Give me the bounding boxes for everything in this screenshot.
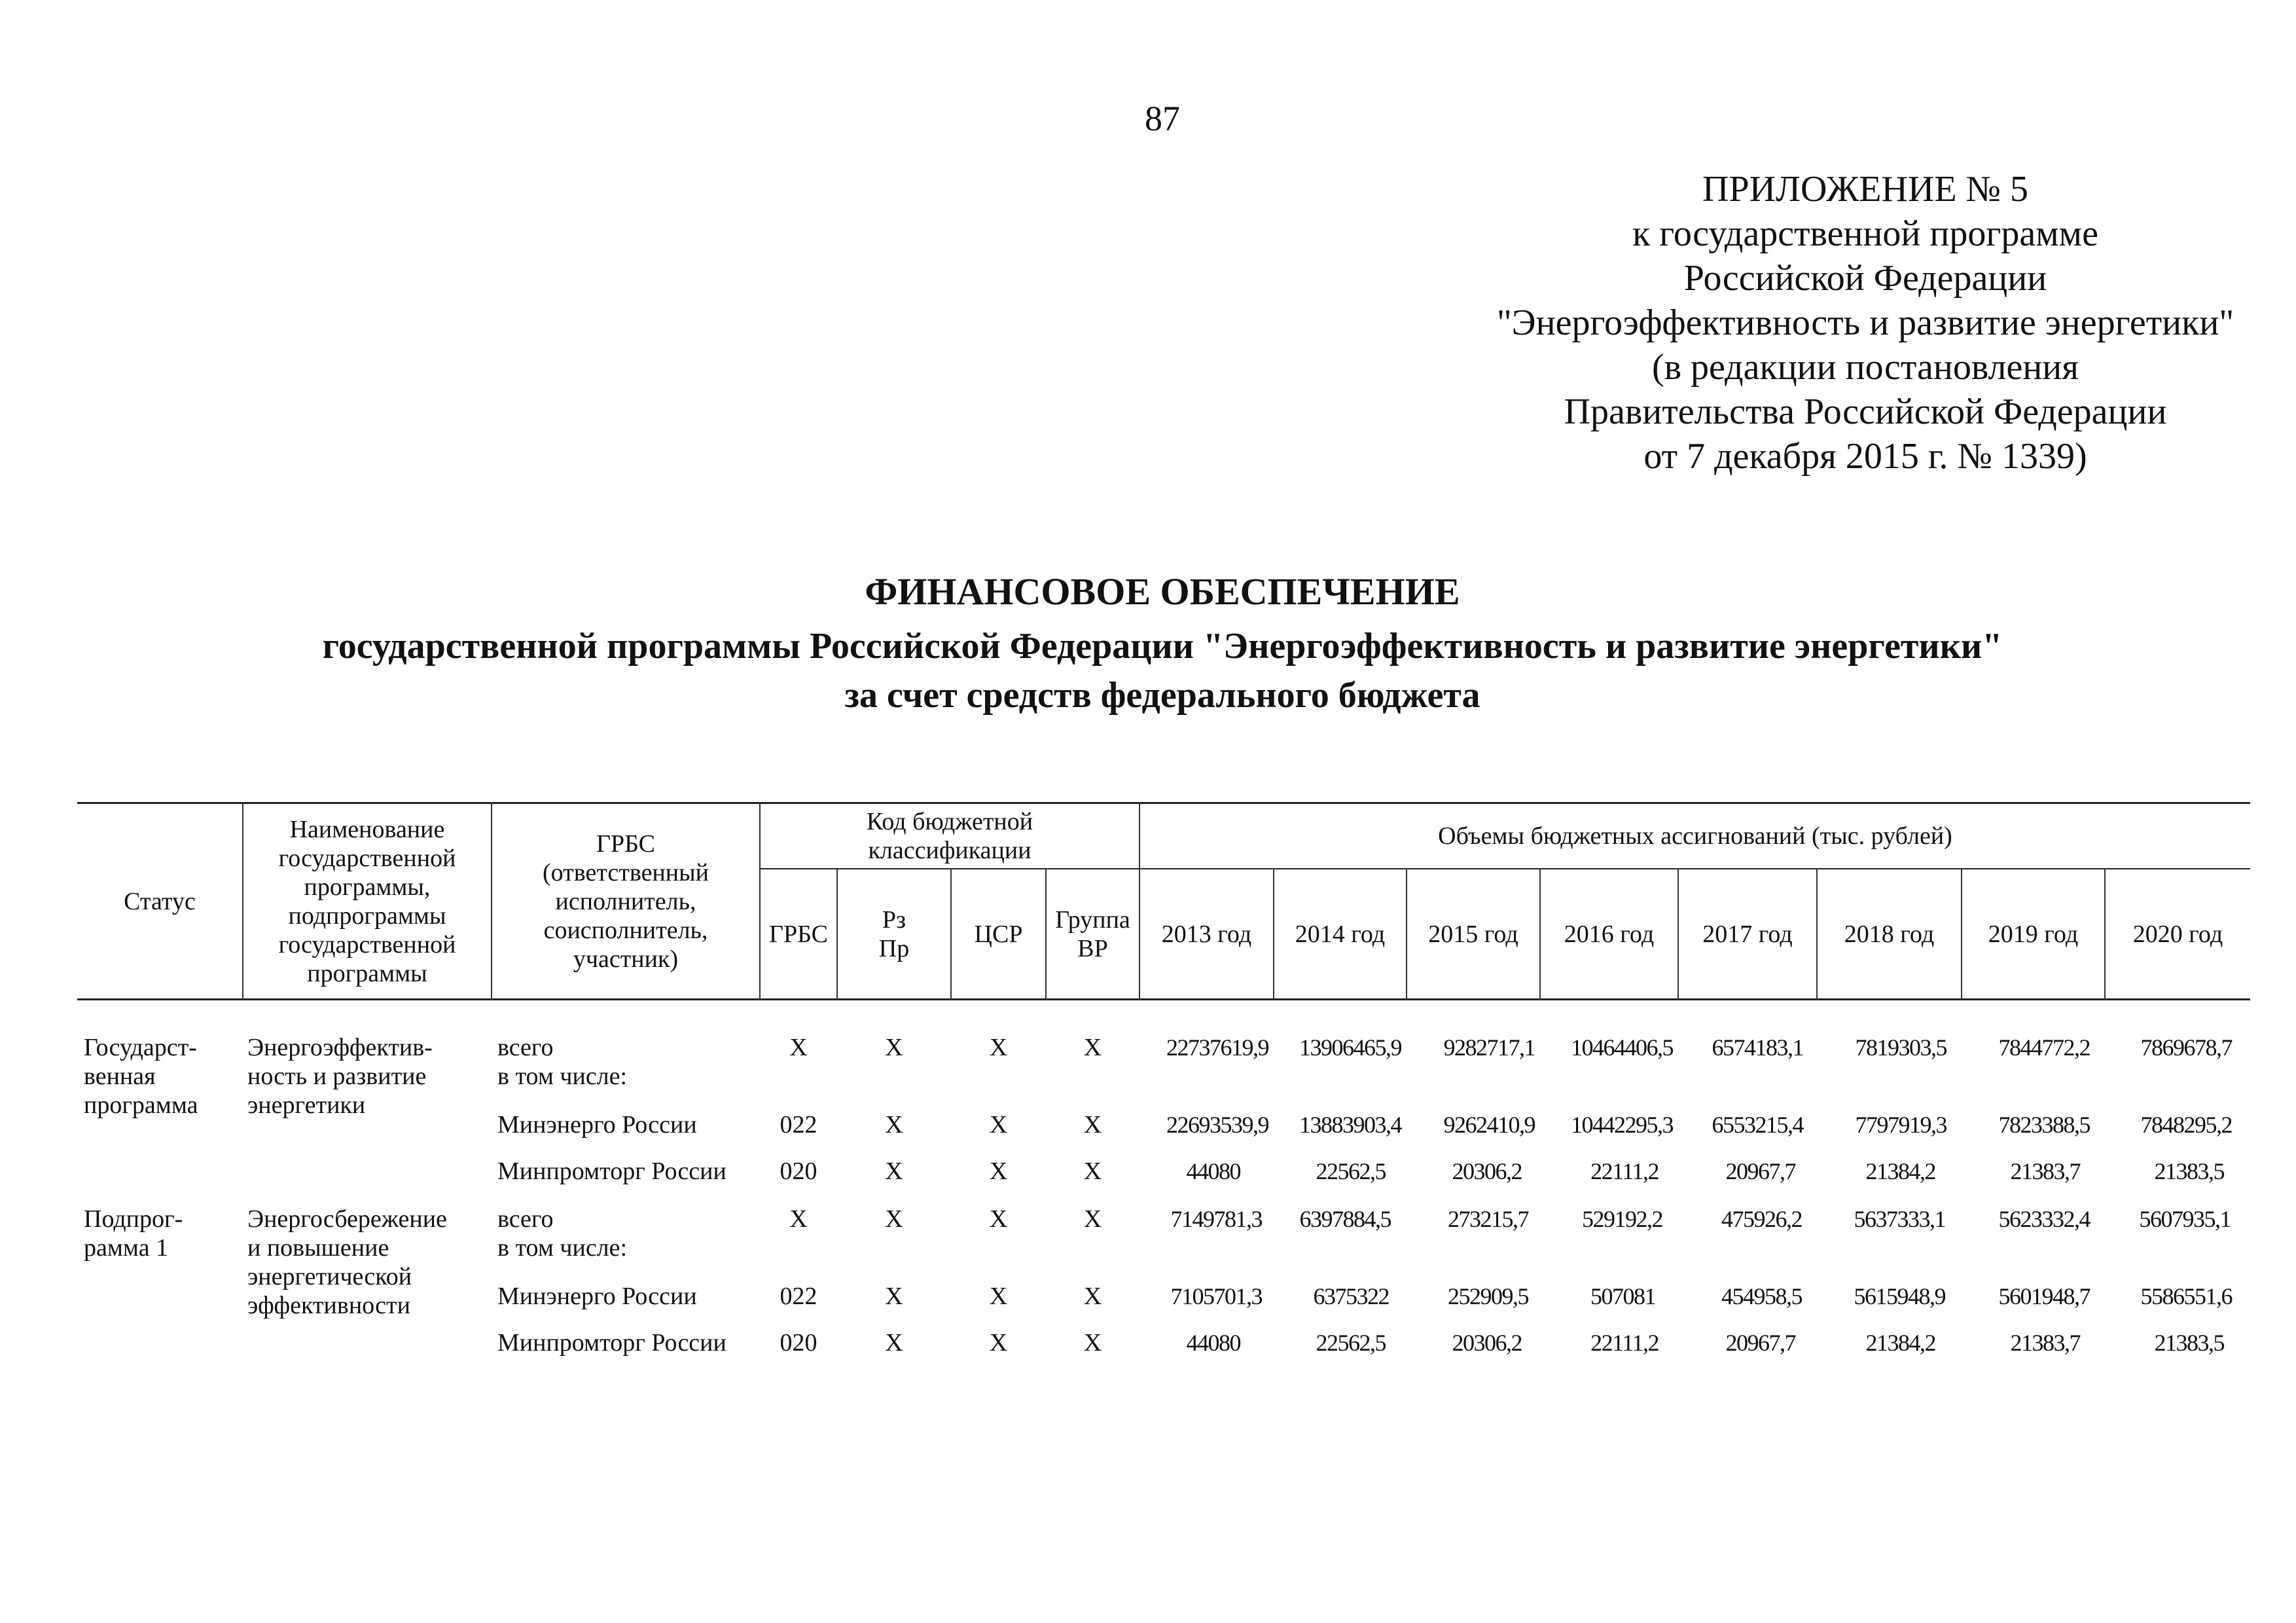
header-code-csr: ЦСР — [974, 920, 1023, 948]
header-year: 2018 год — [1844, 920, 1935, 948]
header-code-grbs: ГРБС — [768, 920, 828, 948]
cell-vr: X — [1083, 1158, 1102, 1185]
cell-value-2018: 21384,2 — [1865, 1158, 1935, 1184]
row-grbs-label: Минпромторг России — [497, 1329, 726, 1357]
header-code-vr: Группа ВР — [1055, 905, 1130, 962]
annex-line: от 7 декабря 2015 г. № 1339) — [1643, 436, 2087, 477]
cell-rzpr: X — [885, 1283, 903, 1310]
cell-value-2019: 5601948,7 — [1998, 1283, 2090, 1309]
annex-line: Правительства Российской Федерации — [1564, 392, 2167, 432]
document-subtitle: государственной программы Российской Федерации "Энергоэффективность и развитие энергетики" — [322, 626, 2003, 666]
cell-value-2018: 7819303,5 — [1855, 1034, 1946, 1061]
cell-value-2019: 7844772,2 — [1998, 1034, 2090, 1061]
cell-csr: X — [989, 1111, 1008, 1139]
cell-value-2018: 7797919,3 — [1855, 1112, 1946, 1138]
header-volumes: Объемы бюджетных ассигнований (тыс. рублей) — [1438, 822, 1952, 850]
cell-value-2016: 529192,2 — [1582, 1206, 1662, 1232]
cell-value-2017: 6553215,4 — [1712, 1112, 1803, 1138]
cell-rzpr: X — [885, 1205, 903, 1233]
cell-value-2016: 22111,2 — [1590, 1158, 1659, 1184]
cell-value-2020: 5607935,1 — [2139, 1206, 2231, 1232]
annex-line: Российской Федерации — [1683, 258, 2047, 299]
cell-rzpr: X — [885, 1158, 903, 1185]
cell-value-2014: 13906465,9 — [1299, 1034, 1401, 1061]
cell-vr: X — [1083, 1329, 1102, 1357]
cell-value-2018: 21384,2 — [1865, 1330, 1935, 1356]
cell-value-2013: 7105701,3 — [1170, 1283, 1262, 1309]
cell-csr: X — [989, 1283, 1008, 1310]
cell-value-2016: 10464406,5 — [1571, 1034, 1673, 1061]
cell-rzpr: X — [885, 1329, 903, 1357]
annex-block — [1388, 167, 2296, 479]
annex-line: (в редакции постановления — [1651, 347, 2079, 388]
row-program-name: Энергосбережение и повышение энергетической эффективности — [247, 1205, 447, 1319]
cell-value-2013: 22737619,9 — [1166, 1034, 1268, 1061]
cell-value-2017: 475926,2 — [1721, 1206, 1802, 1232]
table-header-bottom-rule — [77, 998, 2250, 1000]
cell-vr: X — [1083, 1034, 1102, 1061]
cell-value-2015: 9282717,1 — [1443, 1034, 1535, 1061]
cell-value-2020: 7869678,7 — [2140, 1034, 2232, 1061]
cell-grbs-code: X — [789, 1205, 808, 1233]
cell-value-2015: 20306,2 — [1452, 1158, 1522, 1184]
header-year: 2020 год — [2132, 920, 2223, 948]
header-program-name: Наименование государственной программы, подпрограммы государственной программы — [278, 815, 456, 987]
cell-grbs-code: X — [789, 1034, 808, 1061]
cell-value-2013: 7149781,3 — [1170, 1206, 1262, 1232]
row-status: Государст- венная программа — [84, 1034, 198, 1119]
cell-rzpr: X — [885, 1034, 903, 1061]
header-grbs: ГРБС (ответственный исполнитель, соисполнитель, участник) — [542, 830, 709, 973]
row-grbs-label: всего в том числе: — [497, 1034, 628, 1090]
header-year: 2013 год — [1161, 920, 1252, 948]
cell-value-2016: 507081 — [1590, 1283, 1655, 1309]
document-subtitle-2: за счет средств федерального бюджета — [844, 675, 1480, 716]
cell-value-2019: 21383,7 — [2010, 1158, 2080, 1184]
cell-value-2019: 7823388,5 — [1998, 1112, 2090, 1138]
header-code-rzpr: Рз Пр — [878, 905, 910, 962]
row-grbs-label: всего в том числе: — [497, 1205, 628, 1262]
cell-value-2016: 10442295,3 — [1571, 1112, 1673, 1138]
cell-value-2019: 21383,7 — [2010, 1330, 2080, 1356]
cell-csr: X — [989, 1205, 1008, 1233]
cell-value-2014: 22562,5 — [1316, 1330, 1386, 1356]
cell-value-2013: 44080 — [1186, 1330, 1240, 1356]
header-year: 2017 год — [1702, 920, 1793, 948]
cell-csr: X — [989, 1158, 1008, 1185]
cell-value-2020: 5586551,6 — [2140, 1283, 2232, 1309]
cell-value-2017: 454958,5 — [1721, 1283, 1802, 1309]
cell-value-2014: 6375322 — [1313, 1283, 1389, 1309]
cell-value-2020: 21383,5 — [2154, 1158, 2224, 1184]
cell-vr: X — [1083, 1205, 1102, 1233]
cell-value-2017: 20967,7 — [1725, 1158, 1795, 1184]
document-title: ФИНАНСОВОЕ ОБЕСПЕЧЕНИЕ — [865, 570, 1460, 613]
cell-value-2016: 22111,2 — [1590, 1330, 1659, 1356]
cell-value-2014: 13883903,4 — [1299, 1112, 1401, 1138]
cell-value-2014: 22562,5 — [1316, 1158, 1386, 1184]
cell-grbs-code: 020 — [780, 1329, 817, 1357]
cell-value-2015: 273215,7 — [1448, 1206, 1528, 1232]
cell-value-2013: 44080 — [1186, 1158, 1240, 1184]
row-grbs-label: Минпромторг России — [497, 1158, 726, 1185]
cell-value-2020: 21383,5 — [2154, 1330, 2224, 1356]
annex-line: "Энергоэффективность и развитие энергетики" — [1496, 302, 2234, 343]
header-year: 2015 год — [1428, 920, 1518, 948]
cell-vr: X — [1083, 1111, 1102, 1139]
cell-value-2018: 5637333,1 — [1854, 1206, 1945, 1232]
cell-vr: X — [1083, 1283, 1102, 1310]
cell-value-2014: 6397884,5 — [1299, 1206, 1391, 1232]
cell-value-2013: 22693539,9 — [1166, 1112, 1268, 1138]
cell-value-2017: 6574183,1 — [1712, 1034, 1803, 1061]
row-status: Подпрог- рамма 1 — [84, 1205, 183, 1262]
cell-value-2019: 5623332,4 — [1998, 1206, 2090, 1232]
cell-csr: X — [989, 1329, 1008, 1357]
row-program-name: Энергоэффектив- ность и развитие энергетики — [247, 1034, 433, 1119]
header-status: Статус — [124, 887, 196, 915]
cell-csr: X — [989, 1034, 1008, 1061]
header-budget-code: Код бюджетной классификации — [866, 808, 1033, 864]
cell-value-2015: 20306,2 — [1452, 1330, 1522, 1356]
cell-value-2017: 20967,7 — [1725, 1330, 1795, 1356]
cell-grbs-code: 022 — [780, 1111, 817, 1139]
cell-grbs-code: 022 — [780, 1283, 817, 1310]
header-year: 2019 год — [1988, 920, 2079, 948]
cell-value-2015: 252909,5 — [1448, 1283, 1528, 1309]
row-grbs-label: Минэнерго России — [497, 1283, 697, 1310]
page-number: 87 — [1145, 99, 1180, 138]
annex-line: ПРИЛОЖЕНИЕ № 5 — [1702, 169, 2028, 210]
annex-line: к государственной программе — [1632, 213, 2098, 254]
cell-value-2018: 5615948,9 — [1854, 1283, 1945, 1309]
header-year: 2016 год — [1564, 920, 1655, 948]
cell-value-2015: 9262410,9 — [1443, 1112, 1535, 1138]
cell-value-2020: 7848295,2 — [2140, 1112, 2232, 1138]
row-grbs-label: Минэнерго России — [497, 1111, 697, 1139]
cell-rzpr: X — [885, 1111, 903, 1139]
header-year: 2014 год — [1295, 920, 1386, 948]
cell-grbs-code: 020 — [780, 1158, 817, 1185]
